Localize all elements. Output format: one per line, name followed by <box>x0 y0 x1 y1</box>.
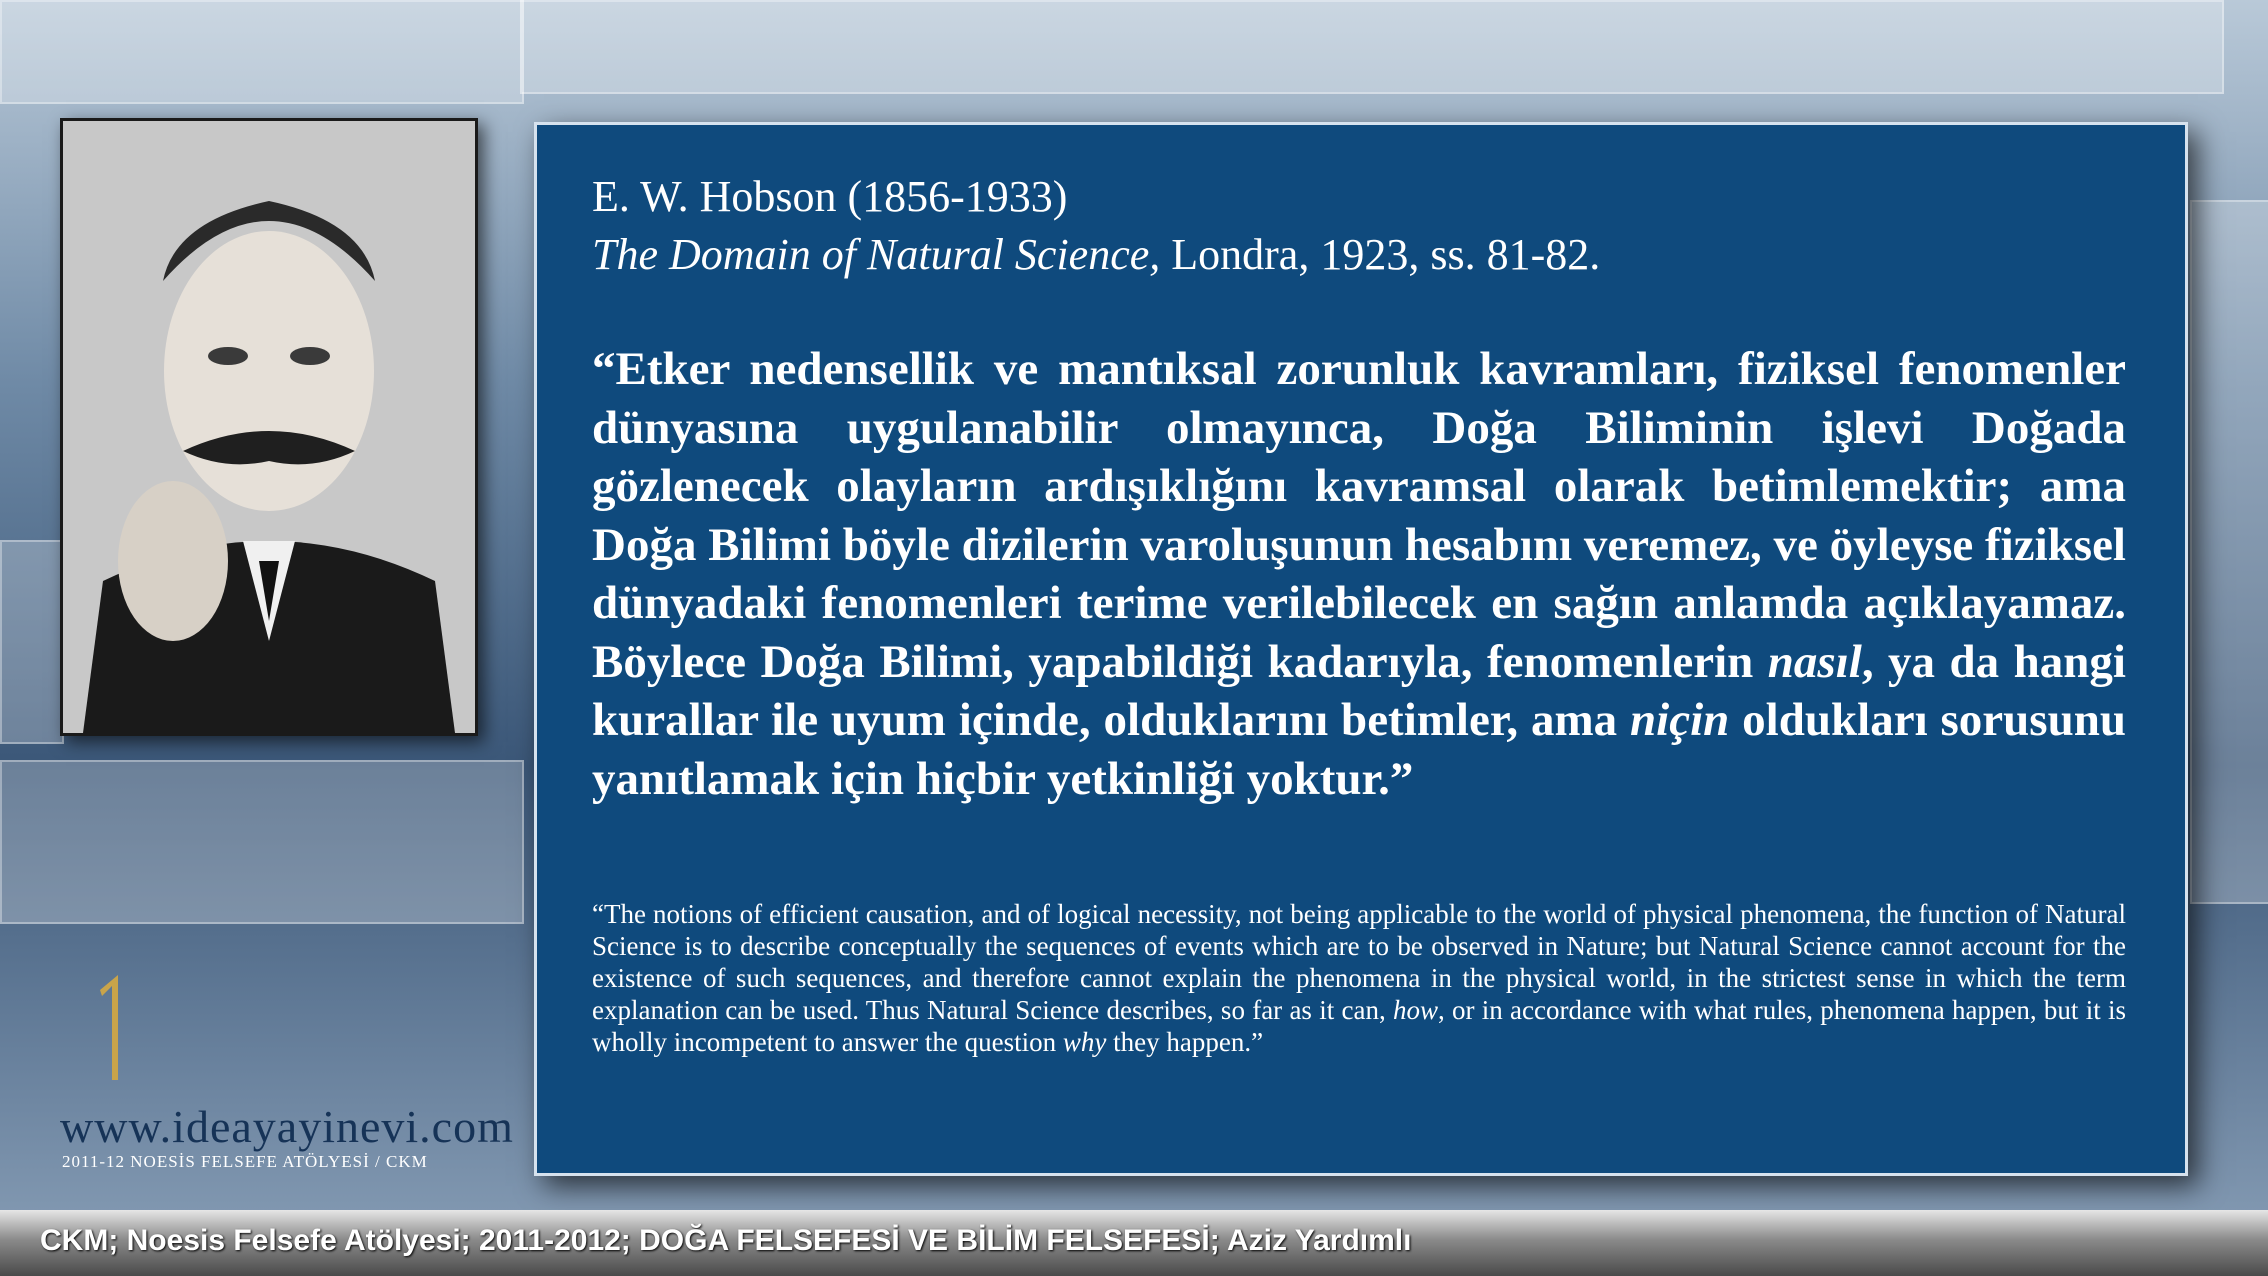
turkish-quote-text: oldukları sorusunu yanıtlamak için hiçbir yetkinliği yoktur.” <box>592 694 2126 805</box>
english-quote-emphasis: how <box>1392 995 1438 1025</box>
work-citation <box>592 226 1600 284</box>
turkish-quote-text: , ya da hangi kurallar ile uyum içinde, olduklarını betimler, ama <box>592 635 2126 746</box>
portrait-photo <box>60 118 478 736</box>
turkish-quote <box>592 340 2126 808</box>
turkish-quote-emphasis: niçin <box>1630 694 1730 746</box>
work-title: The Domain of Natural Science, <box>592 230 1161 279</box>
idea-logo-icon <box>90 970 130 1080</box>
work-details: Londra, 1923, ss. 81-82. <box>1160 230 1601 279</box>
branding-subtitle: 2011-12 NOESİS FELSEFE ATÖLYESİ / CKM <box>62 1152 428 1171</box>
english-quote-text: they happen.” <box>1106 1027 1264 1057</box>
english-quote-text: , or in accordance with what rules, phenomena happen, but it is wholly incompetent to answer the question <box>592 995 2126 1057</box>
turkish-quote-text: “Etker nedensellik ve mantıksal zorunluk kavramları, fiziksel fenomenler dünyasına uygulanabilir olmayınca, Doğa Biliminin işlevi Doğada gözlenecek olayların ardışıklığını kavramsal olarak betimlemektir; ama Doğa Bilimi böyle dizilerin varoluşunun hesabını veremez, ve öyleyse fiziksel dünyadaki fenomenleri terime verilebilecek en sağın anlamda açıklayamaz. Böylece Doğa Bilimi, yapabildiği kadarıyla, fenomenlerin <box>592 343 2126 688</box>
english-quote-text: “The notions of efficient causation, and of logical necessity, not being applicable to the world of physical phenomena, the function of Natural Science is to describe conceptually the sequences of events which are to be observed in Nature; but Natural Science cannot account for the existence of such sequences, and therefore cannot explain the phenomena in the physical world, in the strictest sense in which the term explanation can be used. Thus Natural Science describes, so far as it can, <box>592 899 2126 1025</box>
website-link[interactable]: www.ideayayinevi.com <box>60 1101 514 1152</box>
turkish-quote-emphasis: nasıl <box>1767 635 1862 688</box>
footer-text: CKM; Noesis Felsefe Atölyesi; 2011-2012; DOĞA FELSEFESİ VE BİLİM FELSEFESİ; Aziz Yardımlı <box>40 1224 1412 1257</box>
english-quote-emphasis: why <box>1062 1027 1107 1057</box>
english-quote <box>592 898 2126 1058</box>
author-heading: E. W. Hobson (1856-1933) <box>592 172 1068 221</box>
